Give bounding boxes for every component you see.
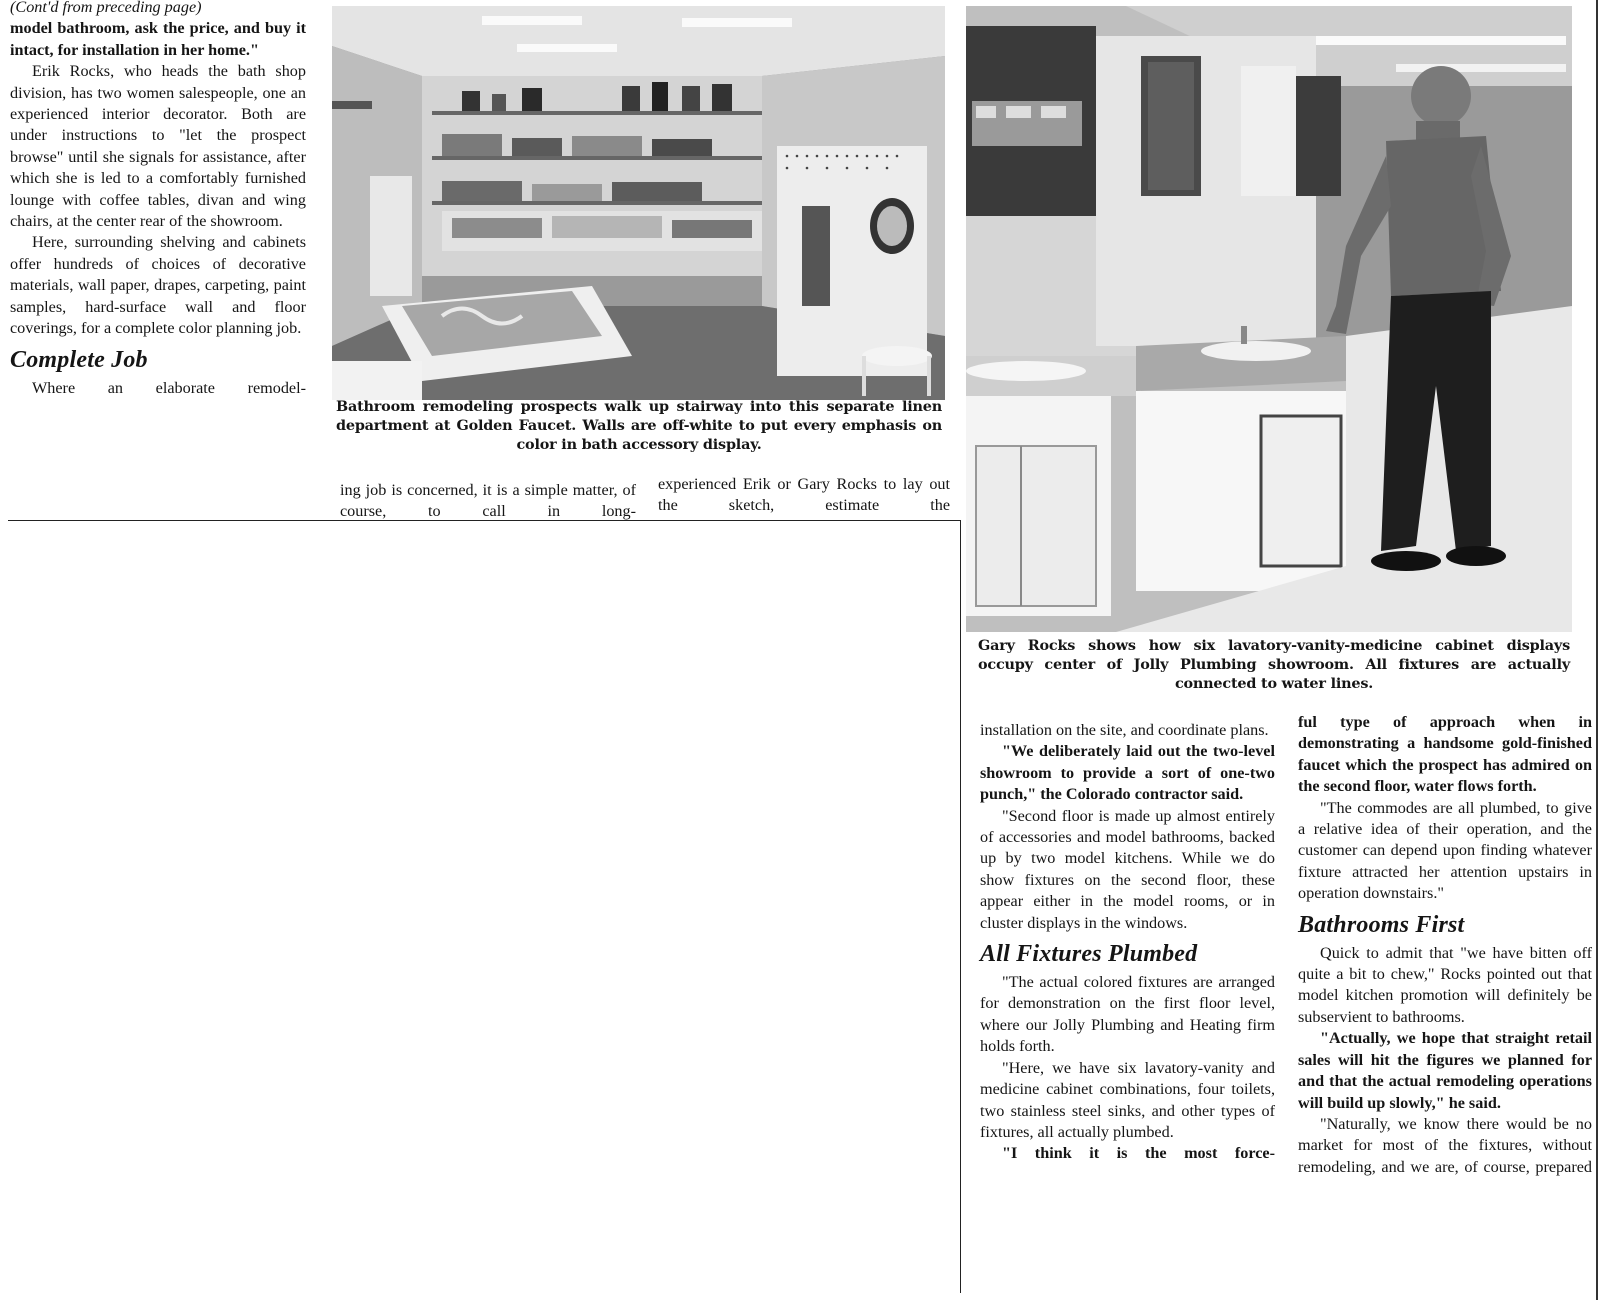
vanity-showroom-image (966, 6, 1572, 632)
col4-paragraph-4: "The actual colored fixtures are arranged for demonstration on the first floor level, where our Jolly Plumbing and Heating firm holds forth. (980, 973, 1275, 1056)
col5-paragraph-2: "The commodes are all plumbed, to give a relative idea of their operation, and the customer can depend upon finding whatever fixture attracted her attention upstairs in operation downstairs." (1298, 798, 1592, 903)
column-2 (340, 480, 636, 523)
linen-department-image (332, 6, 945, 400)
photo-vanity-caption: Gary Rocks shows how six lavatory-vanity-medicine cabinet displays occupy center of Jolly Plumbing showroom. All fixtures are actually connected to water lines. (978, 637, 1570, 692)
col1-lead-paragraph: model bathroom, ask the price, and buy it intact, for installation in her home." (10, 19, 306, 59)
column-3 (658, 474, 950, 517)
blank-area (8, 520, 961, 1293)
col4-paragraph-6: "I think it is the most force- (1002, 1144, 1275, 1163)
heading-all-fixtures-plumbed: All Fixtures Plumbed (980, 941, 1198, 968)
heading-complete-job: Complete Job (10, 346, 148, 373)
continued-note: (Cont'd from preceding page) (10, 0, 202, 16)
photo-linen-department (332, 6, 945, 400)
col1-paragraph-3: Where an elaborate remodel- (32, 378, 306, 397)
col4-paragraph-2: "We deliberately laid out the two-level showroom to provide a sort of one-two punch," the Colorado contractor said. (980, 742, 1275, 804)
col1-paragraph-1: Erik Rocks, who heads the bath shop division, has two women salespeople, one an experienced interior decorator. Both are under instructions to "let the prospect browse" until she signals for assistance, after which she is led to a comfortably furnished lounge with coffee tables, divan and wing chairs, at the center rear of the showroom. (10, 62, 306, 231)
col5-paragraph-3: Quick to admit that "we have bitten off quite a bit to chew," Rocks pointed out that model kitchen promotion will definitely be subservient to bathrooms. (1298, 943, 1592, 1026)
col4-paragraph-1: installation on the site, and coordinate plans. (980, 721, 1269, 739)
col4-paragraph-3: "Second floor is made up almost entirely of accessories and model bathrooms, backed up by two model kitchens. While we do show fixtures on the second floor, these appear either in the model rooms, or in cluster displays in the windows. (980, 806, 1275, 932)
heading-bathrooms-first: Bathrooms First (1298, 911, 1465, 938)
column-5 (1298, 712, 1592, 1178)
col2-text: ing job is concerned, it is a simple matter, of course, to call in long- (340, 481, 636, 521)
column-1 (10, 0, 306, 399)
column-4 (980, 720, 1275, 1165)
right-edge-rule (1596, 0, 1598, 1300)
col5-paragraph-1: ful type of approach when in demonstrating a handsome gold-finished faucet which the prospect has admired on the second floor, water flows forth. (1298, 713, 1592, 796)
photo-vanity-showroom (966, 6, 1572, 632)
col4-paragraph-5: "Here, we have six lavatory-vanity and medicine cabinet combinations, four toilets, two stainless steel sinks, and other types of fixtures, all actually plumbed. (980, 1058, 1275, 1141)
col3-text: experienced Erik or Gary Rocks to lay out the sketch, estimate the (658, 475, 950, 515)
col1-paragraph-2: Here, surrounding shelving and cabinets offer hundreds of choices of decorative materials, wall paper, drapes, carpeting, paint samples, hard-surface wall and floor coverings, for a complete color planning job. (10, 233, 306, 338)
col5-paragraph-4: "Actually, we hope that straight retail sales will hit the figures we planned for and that the actual remodeling operations will build up slowly," he said. (1298, 1029, 1592, 1112)
col5-paragraph-5: "Naturally, we know there would be no market for most of the fixtures, without remodeling, and we are, of course, prepared (1298, 1114, 1592, 1176)
photo-linen-caption: Bathroom remodeling prospects walk up stairway into this separate linen department at Golden Faucet. Walls are off-white to put every emphasis on color in bath accessory display. (336, 398, 942, 453)
